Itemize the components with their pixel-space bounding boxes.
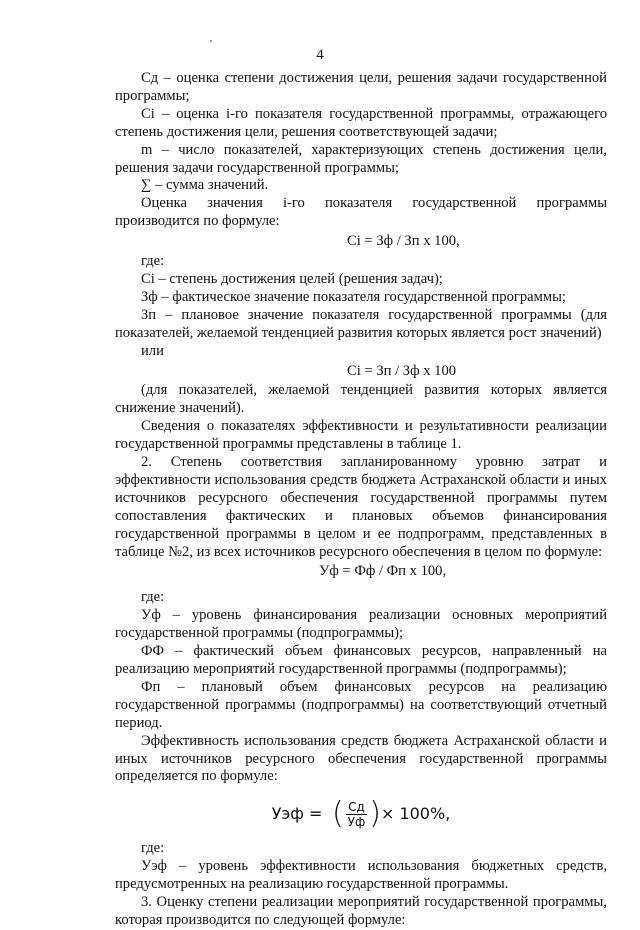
fraction [346, 800, 368, 829]
paragraph: 3. Оценку степени реализации мероприятий государственной программы, которая производится по следующей формуле: [115, 894, 607, 928]
paragraph: m – число показателей, характеризующих степень достижения цели, решения задачи государственной программы; [115, 141, 607, 176]
left-paren: ( [322, 796, 344, 832]
where-label: где: [141, 840, 165, 857]
paragraph: 2. Степень соответствия запланированному уровню затрат и эффективности использования средств бюджета Астраханской области и иных источников ресурсного обеспечения государственной программы путем сопоставления фактических и плановых объемов финансирования государственной программы в целом и ее подпрограмм, представленных в таблице №2, из всех источников ресурсного обеспечения в целом по формуле: [115, 454, 607, 560]
paragraph: Уф – уровень финансирования реализации основных мероприятий государственной программы (подпрограммы); [115, 607, 607, 642]
scan-speck [210, 40, 212, 42]
formula-uef [115, 792, 607, 836]
formula-ci-alt: Сi = Зп / Зф х 100 [347, 362, 457, 379]
fraction-numerator: Сд [348, 799, 365, 814]
paragraph: Зф – фактическое значение показателя государственной программы; [141, 288, 566, 305]
right-paren: ) [369, 796, 381, 832]
formula-rhs: × 100%, [380, 804, 451, 824]
paragraph: ФФ – фактический объем финансовых ресурсов, направленный на реализацию мероприятий государственной программы (подпрограммы); [115, 643, 607, 677]
paragraph: Оценка значения i-го показателя государственной программы производится по формуле: [115, 195, 607, 230]
paragraph: Сд – оценка степени достижения цели, решения задачи государственной программы; [115, 70, 607, 104]
formula-ci: Сi = Зф / Зп х 100, [347, 233, 460, 250]
page-number: 4 [316, 47, 324, 63]
document-body [115, 70, 607, 930]
paragraph: ∑ – сумма значений. [141, 177, 269, 194]
paragraph: Зп – плановое значение показателя государственной программы (для показателей, желаемой тенденцией развития которых является рост значений) [115, 306, 607, 341]
paragraph: Сi – степень достижения целей (решения задач); [141, 270, 443, 287]
where-label: где: [141, 253, 165, 270]
or-label: или [141, 342, 164, 359]
paragraph: Уэф – уровень эффективности использования бюджетных средств, предусмотренных на реализацию государственной программы. [115, 858, 607, 893]
paragraph: Эффективность использования средств бюджета Астраханской области и иных источников ресурсного обеспечения государственной программы определяется по формуле: [115, 732, 607, 785]
formula-uf: Уф = Фф / Фп х 100, [319, 563, 447, 580]
where-label: где: [141, 589, 165, 606]
fraction-denominator: Уф [347, 814, 366, 829]
formula-lhs: Уэф = [271, 804, 323, 824]
paragraph: Сведения о показателях эффективности и результативности реализации государственной программы представлены в таблице 1. [115, 418, 607, 453]
paragraph: Фп – плановый объем финансовых ресурсов на реализацию государственной программы (подпрограммы) на соответствующий отчетный период. [115, 678, 607, 731]
paragraph: (для показателей, желаемой тенденцией развития которых является снижение значений). [115, 382, 607, 417]
paragraph: Сi – оценка i-го показателя государственной программы, отражающего степень достижения цели, решения соответствующей задачи; [115, 105, 607, 140]
